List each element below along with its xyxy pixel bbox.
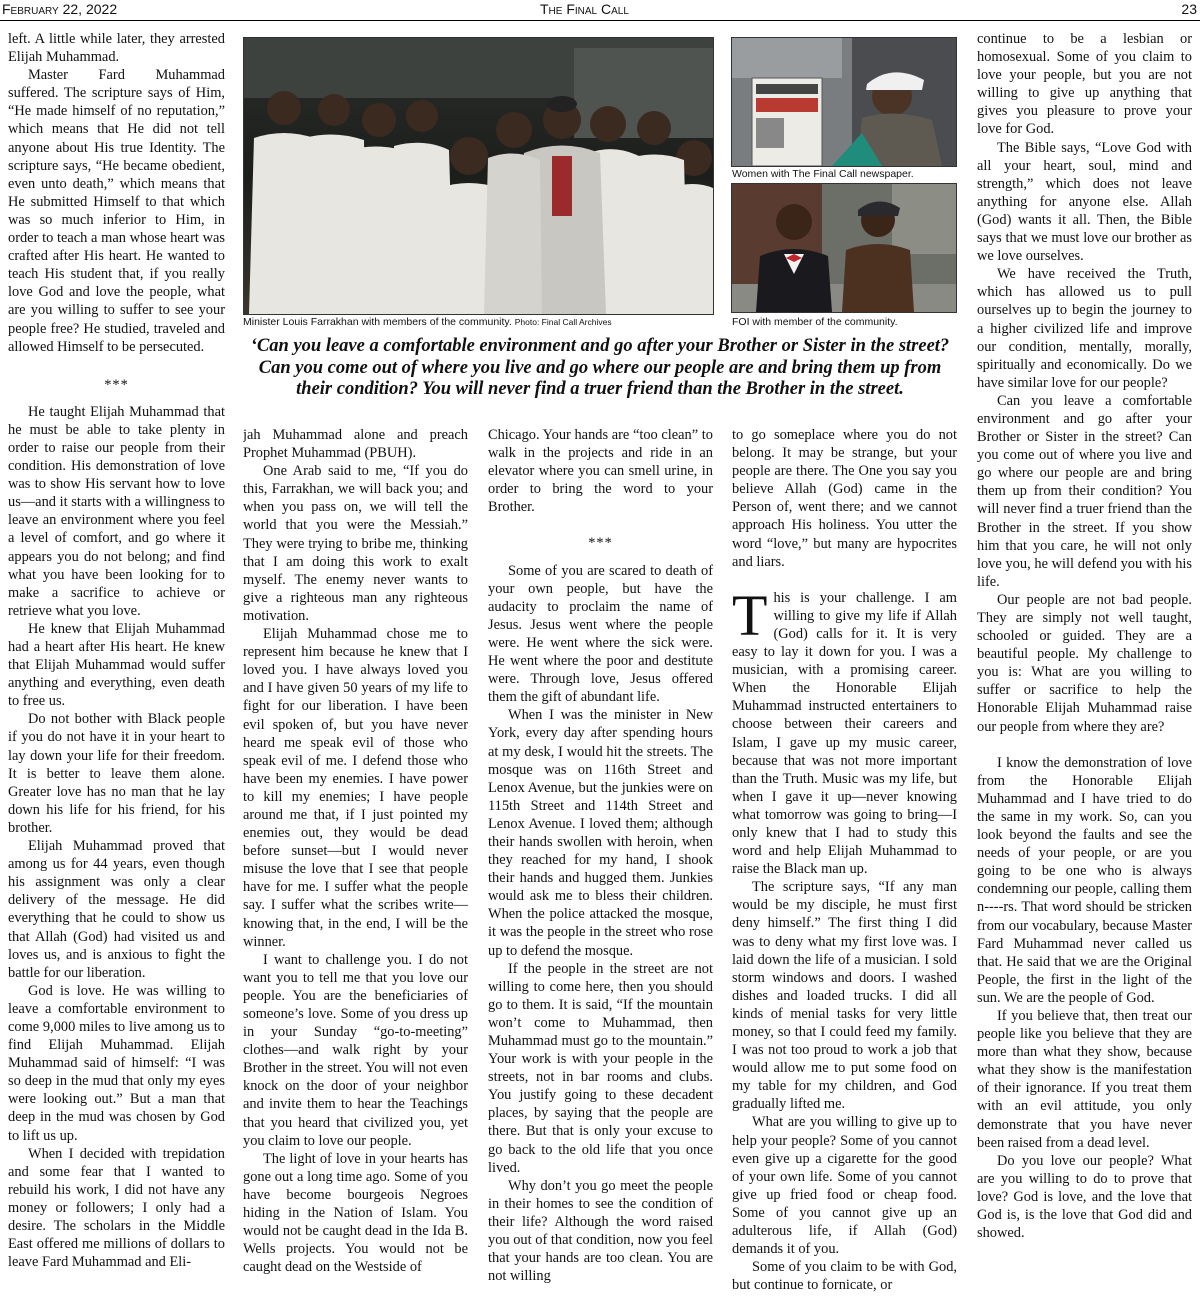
article-column-1 xyxy=(8,30,225,1292)
article-column-5 xyxy=(977,30,1192,1292)
paragraph: Some of you claim to be with God, but continue to fornicate, or xyxy=(732,1259,957,1292)
pull-quote: ‘Can you leave a comfortable environment and go after your Brother or Sister in the street? Can you come out of where you live and go where our people are and bring them up from their condition? You will never find a truer friend than the Brother in the street. xyxy=(250,336,950,399)
section-break: *** xyxy=(588,535,613,552)
paragraph: I know the demonstration of love from the Honorable Elijah Muhammad and I have tried to do the same in my work. So, can you look beyond the faults and see the needs of your people, or are you going to be one who is always condemning our people, calling them n----rs. That word should be stricken from our vocabulary, because Master Fard Muhammad never called us that. He said that we are the Original People, the first in the light of the sun. We are the people of God. xyxy=(977,754,1192,1006)
paragraph: Some of you are scared to death of your own people, but have the audacity to proclaim the name of Jesus. Jesus went where the people were. He went where the sick were. He went where the poor and destitute were. Through love, Jesus offered them the gift of abundant life. xyxy=(488,562,713,706)
article-column-4 xyxy=(732,426,957,1292)
paragraph: Master Fard Muhammad suffered. The scripture says of Him, “He made himself of no reputation,” which means that He did not tell anyone about His true Identity. The scripture says, “He became obedient, even unto death,” which means that He submitted Himself to that which was so much inferior to Him, in order to teach a man whose heart was crafted after His heart. He wanted to teach His student that, if you really love God and love the people, what are you willing to suffer to see your people free? He studied, traveled and allowed Himself to be persecuted. xyxy=(8,67,225,355)
paragraph: Do you love our people? What are you willing to do to prove that love? God is love, and the love that God is, is the love that God did and showed. xyxy=(977,1152,1192,1242)
top-right-photo xyxy=(731,37,957,167)
main-photo xyxy=(243,37,714,315)
paragraph: Can you leave a comfortable environment and go after your Brother or Sister in the street? Can you come out of where you live and go where our people are and bring them up from their condition? You will never find a truer friend than the Brother in the street. If you show him that you care, he will not only love you, he will defend you with his life. xyxy=(977,392,1192,590)
paragraph: Elijah Muhammad chose me to represent him because he knew that I loved you. I have always loved you and I have given 50 years of my life to fight for our liberation. I have been evil spoken of, but you have never heard me speak evil of those who speak evil of me. I defend those who have been my enemies. I have power to kill my enemies; I have people around me that, if I just pointed my enemies out, they would be dead before sunset—but I would never misuse the love that I see that people have for me. I suffer what the people say. I suffer what the scribes write—knowing that, in the end, I will be the winner. xyxy=(243,626,468,950)
paragraph: He knew that Elijah Muhammad had a heart after His heart. He knew that Elijah Muhammad would suffer anything and everything, even death to free us. xyxy=(8,620,225,710)
paragraph: When I was the minister in New York, every day after spending hours at my desk, I would hit the streets. The mosque was on 116th Street and Lenox Avenue, but the junkies were on 115th Street and 114th Street and Lenox Avenue. I loved them; although their hands swollen with heroin, when they reached for my hand, I shook their hands and hugged them. Junkies would ask me to bless their children. When the police attacked the mosque, it was the people in the street who rose up to defend the mosque. xyxy=(488,707,713,959)
top-right-photo-caption: Women with The Final Call newspaper. xyxy=(732,168,914,180)
paragraph: to go someplace where you do not belong. It may be strange, but your people are there. The One you say you believe Allah (God) came in the Person of, went there; and we cannot approach His holiness. You utter the word “love,” but many are hypocrites and liars. xyxy=(732,427,957,570)
photo-credit: Photo: Final Call Archives xyxy=(514,317,612,327)
paragraph: One Arab said to me, “If you do this, Farrakhan, we will back you; and when you pass on, we will tell the world that you were the Messiah.” They were trying to bribe me, thinking that I am doing this work to exalt myself. The enemy never wants to give a righteous man any righteous motivation. xyxy=(243,463,468,624)
section-break: *** xyxy=(104,376,129,393)
foi-image xyxy=(732,184,956,312)
paragraph: jah Muhammad alone and preach Prophet Muhammad (PBUH). xyxy=(243,427,468,462)
paragraph: Do not bother with Black people if you do not have it in your heart to lay down your life for their freedom. It is better to leave them alone. Greater love has no man that he lay down his life for his friend, for his brother. xyxy=(8,711,225,836)
header-page-number: 23 xyxy=(1181,1,1197,17)
page-header xyxy=(0,0,1200,21)
paragraph: If the people in the street are not willing to come here, then you should go to them. It is said, “If the mountain won’t come to Muhammad, then Muhammad must go to the mountain.” Your work is with your people in the streets, not in bar rooms and clubs. You justify going to these decadent places, by saying that the people are there. But that is only your excuse to go back to the old life that you once lived. xyxy=(488,960,713,1176)
drop-cap: T xyxy=(732,582,768,648)
paragraph: Our people are not bad people. They are simply not well taught, schooled or guided. They are a beautiful people. My challenge to you is: What are you willing to suffer or sacrifice to help the Honorable Elijah Muhammad raise our people from where they are? xyxy=(977,591,1192,735)
bottom-right-photo xyxy=(731,183,957,313)
paragraph: God is love. He was willing to leave a comfortable environment to come 9,000 miles to live among us to find Elijah Muhammad. Elijah Muhammad said of himself: “I was so deep in the mud that only my eyes were looking out.” But a man that deep in the mud was chosen by God to lift us up. xyxy=(8,982,225,1144)
paragraph: continue to be a lesbian or homosexual. Some of you claim to love your people, but you are not willing to give up anything that gives you pleasure to prove your love for God. xyxy=(977,31,1192,138)
paragraph: We have received the Truth, which has allowed us to pull ourselves up to begin the journey to a higher civilized life and improve our condition, mentally, morally, spiritually and economically. Do we have similar love for our people? xyxy=(977,266,1192,391)
article-column-3 xyxy=(488,426,713,1292)
paragraph: The scripture says, “If any man would be my disciple, he must first deny himself.” The first thing I did was to deny what my first love was. I laid down the life of a musician. I sold storm windows and doors. I washed dishes and loaded trucks. I did all kinds of menial tasks for very little money, so that I could feed my family. I was not too proud to work a job that would allow me to put some food on my table for my children, and God gradually lifted me. xyxy=(732,879,957,1113)
paragraph-with-dropcap xyxy=(732,582,957,879)
paragraph: I want to challenge you. I do not want you to tell me that you love our people. You are the beneficiaries of someone’s love. Some of you dress up in your Sunday “go-to-meeting” clothes—and walk right by your Brother in the street. You will not even knock on the door of your neighbor and invite them to hear the Teachings that you heard that civilized you, yet you claim to love our people. xyxy=(243,951,468,1149)
paragraph: left. A little while later, they arrested Elijah Muhammad. xyxy=(8,31,225,66)
paragraph: The Bible says, “Love God with all your heart, soul, mind and strength,” which does not leave anything for anyone else. Allah (God) wants it all. Then, the Bible says that we must love our brother as we love ourselves. xyxy=(977,139,1192,265)
paragraph: He taught Elijah Muhammad that he must be able to take plenty in order to raise our people from their condition. His demonstration of love was to show His servant how to love us—and it starts with a willingness to leave an environment where you feel a level of comfort, and go where it appears you do not belong; and find what you have been looking for to make a sacrifice to achieve or retrieve what you love. xyxy=(8,403,225,619)
header-publication: The Final Call xyxy=(540,1,629,17)
paragraph: If you believe that, then treat our people like you believe that they are more than what they show, because what they show is the manifestation of their ignorance. If you treat them with an evil attitude, you only demonstrate that you have never been raised from a dead level. xyxy=(977,1007,1192,1151)
main-photo-caption xyxy=(243,316,612,328)
paragraph-text: his is your challenge. I am willing to give my life if Allah (God) calls for it. It is very easy to lay it down for you. I was a musician, with a promising career. When the Honorable Elijah Muhammad instructed entertainers to choose between their careers and Islam, I gave up my music career, because that was not more important than the Truth. Music was my life, but when I gave it up—never knowing what tomorrow was going to bring—I only knew that I had to study this word and help Elijah Muhammad to raise the Black man up. xyxy=(732,589,957,878)
paragraph: Chicago. Your hands are “too clean” to walk in the projects and ride in an elevator where you can smell urine, in order to bring the word to your Brother. xyxy=(488,427,713,516)
paragraph: Why don’t you go meet the people in their homes to see the condition of their life? Although the word raised you out of that condition, now you feel that your hands are too clean. You are not willing xyxy=(488,1177,713,1285)
paragraph: When I decided with trepidation and some fear that I wanted to rebuild his work, I did not have any money or followers; I only had a desire. The scholars in the Middle East offered me millions of dollars to leave Fard Muhammad and Eli- xyxy=(8,1145,225,1271)
article-column-2 xyxy=(243,426,468,1292)
group-photo-image xyxy=(244,38,713,314)
header-date: February 22, 2022 xyxy=(2,1,118,17)
paragraph: Elijah Muhammad proved that among us for 44 years, even though his assignment was only a clear delivery of the message. He did everything that he could to show us that Allah (God) had visited us and loves us, and is anxious to fight the battle for our liberation. xyxy=(8,838,225,981)
newspaper-reader-image xyxy=(732,38,956,166)
paragraph: What are you willing to give up to help your people? Some of you cannot even give up a cigarette for the good of your own life. Some of you cannot give up fried food or cheap food. Some of you cannot give up an adulterous life, if Allah (God) demands it of you. xyxy=(732,1114,957,1258)
bottom-right-photo-caption: FOI with member of the community. xyxy=(732,316,898,328)
caption-text: Minister Louis Farrakhan with members of the community. xyxy=(243,316,512,328)
paragraph: The light of love in your hearts has gone out a long time ago. Some of you have become bourgeois Negroes hiding in the Nation of Islam. You would not be caught dead in the Ida B. Wells projects. You would not be caught dead on the Westside of xyxy=(243,1150,468,1276)
